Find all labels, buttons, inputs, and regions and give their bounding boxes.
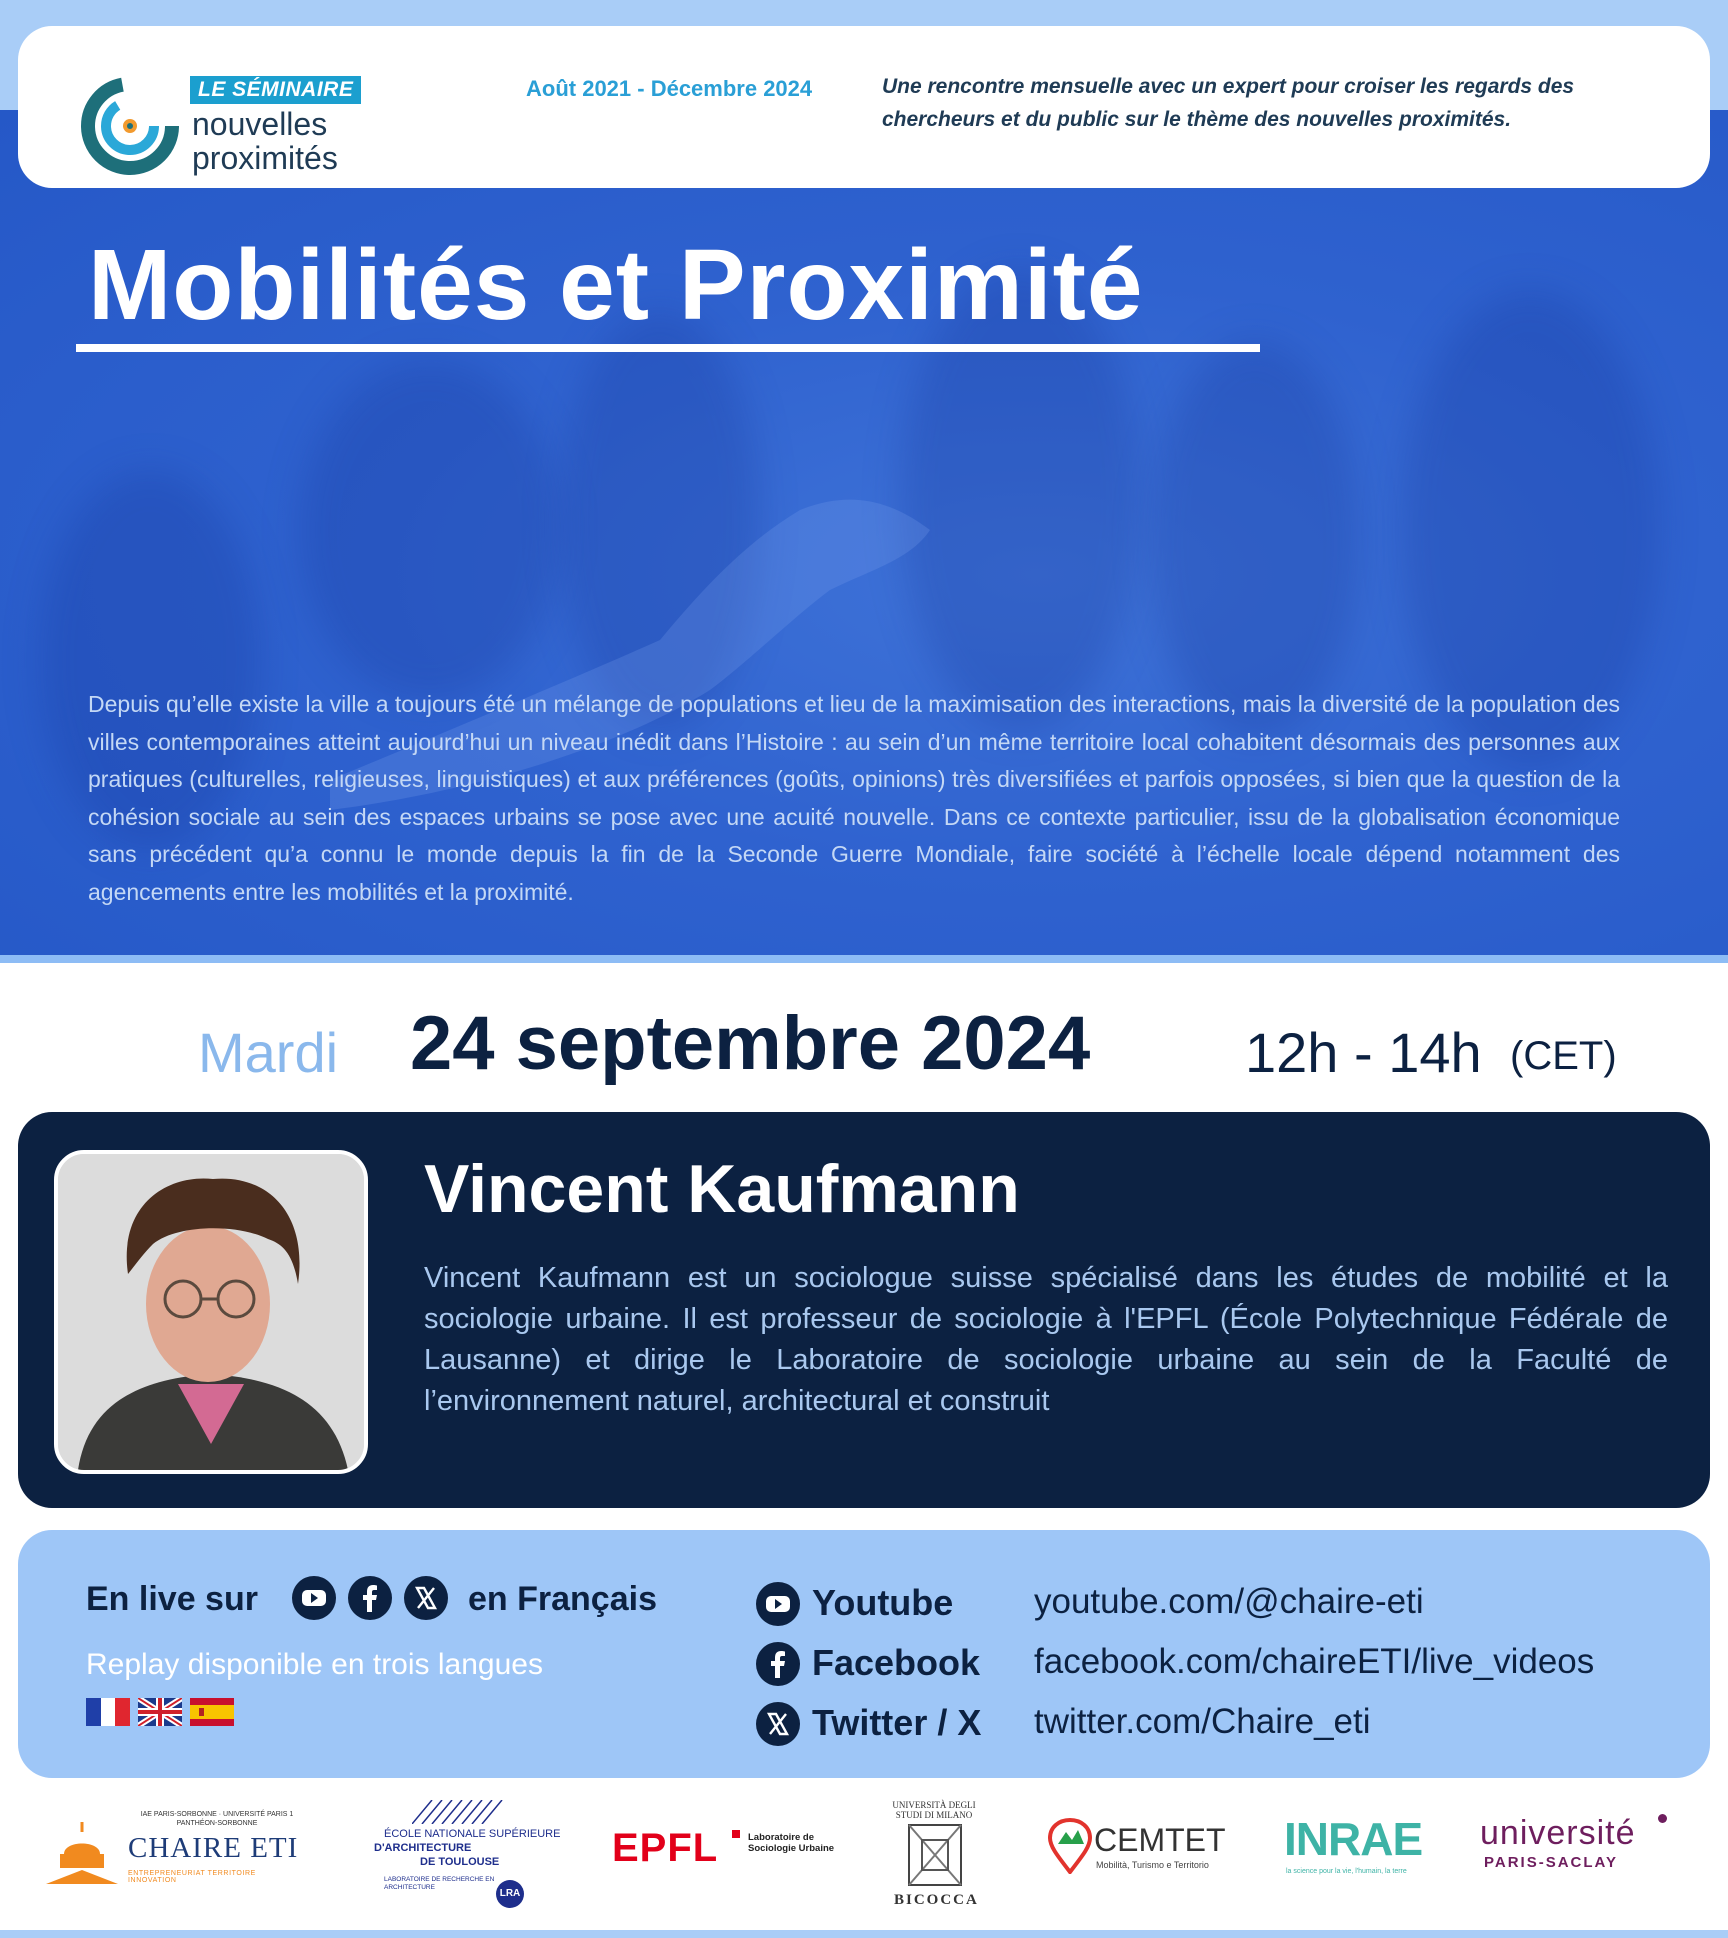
flag-uk-icon bbox=[138, 1698, 182, 1726]
speaker-bio: Vincent Kaufmann est un sociologue suisse spécialisé dans les études de mobilité et la sociologie urbaine. Il est professeur de sociologie à l'EPFL (École Polytechnique Fédérale de Lausanne) et dirige le Laboratoire de sociologie urbaine au sein de la Faculté de l’environnement naturel, architectural et construit bbox=[424, 1262, 1668, 1417]
intro-paragraph: Depuis qu’elle existe la ville a toujours été un mélange de populations et lieu de la maximisation des interactions, mais la diversité de la population des villes contemporaines atteint aujourd’hui un niveau inédit dans l’Histoire : au sein d’un même territoire local cohabitent désormais des personnes aux pratiques (culturelles, religieuses, linguistiques) et aux préférences (goûts, opinions) très diversifiées et parfois opposées, si bien que la question de la cohésion sociale au sein des espaces urbains se pose avec une acuité nouvelle. Dans ce contexte particulier, issu de la globalisation économique sans précédent qu’a connu le monde depuis la fin de la Seconde Guerre Mondiale, faire société à l’échelle locale dépend notamment des agencements entre les mobilités et la proximité. bbox=[88, 691, 1620, 905]
speaker-name: Vincent Kaufmann bbox=[424, 1151, 1020, 1227]
channel-facebook-url[interactable]: facebook.com/chaireETI/live_videos bbox=[1034, 1642, 1595, 1681]
channel-youtube-url[interactable]: youtube.com/@chaire-eti bbox=[1034, 1582, 1424, 1621]
flag-spain-icon bbox=[190, 1698, 234, 1726]
logo-text-line1: nouvelles bbox=[192, 106, 328, 142]
title-underline bbox=[76, 344, 1260, 352]
epfl-separator bbox=[732, 1830, 740, 1838]
pantheon-icon bbox=[44, 1818, 120, 1888]
saclay-dot bbox=[1658, 1814, 1667, 1823]
channel-x-url[interactable]: twitter.com/Chaire_eti bbox=[1034, 1702, 1371, 1741]
logo-ensa-toulouse[interactable] bbox=[372, 1800, 562, 1910]
ensa-line1: ÉCOLE NATIONALE SUPÉRIEURE bbox=[384, 1828, 561, 1840]
partner-logos bbox=[0, 1790, 1728, 1930]
logo-epfl[interactable] bbox=[612, 1826, 835, 1876]
channel-youtube-name: Youtube bbox=[812, 1582, 954, 1623]
chaire-subtitle: ENTREPRENEURIAT TERRITOIRE INNOVATION bbox=[128, 1870, 256, 1884]
chaire-name: CHAIRE ETI bbox=[128, 1832, 299, 1864]
channel-facebook-icon[interactable] bbox=[756, 1642, 800, 1686]
event-day: Mardi bbox=[198, 1021, 339, 1084]
inrae-wordmark: INRAE bbox=[1284, 1813, 1423, 1865]
cemtet-pin-icon bbox=[1048, 1818, 1092, 1874]
page-title: Mobilités et Proximité bbox=[88, 229, 1144, 341]
channel-x-icon[interactable] bbox=[756, 1702, 800, 1746]
cemtet-name: CEMTET bbox=[1094, 1822, 1226, 1858]
bicocca-emblem-icon bbox=[908, 1824, 962, 1886]
saclay-line2: PARIS-SACLAY bbox=[1484, 1854, 1619, 1871]
logo-paris-saclay[interactable] bbox=[1480, 1814, 1680, 1884]
logo-badge: LE SÉMINAIRE bbox=[190, 76, 361, 104]
speaker-card bbox=[18, 1112, 1710, 1508]
logo-text-line2: proximités bbox=[192, 140, 338, 176]
inrae-tagline: la science pour la vie, l'humain, la terre bbox=[1286, 1868, 1407, 1875]
series-dates: Août 2021 - Décembre 2024 bbox=[526, 76, 813, 101]
event-timezone: (CET) bbox=[1510, 1034, 1617, 1078]
event-time: 12h - 14h bbox=[1245, 1021, 1482, 1084]
x-icon[interactable] bbox=[404, 1576, 448, 1620]
ensa-sub: LABORATOIRE DE RECHERCHE EN ARCHITECTURE bbox=[384, 1876, 495, 1891]
channel-x-name: Twitter / X bbox=[812, 1702, 982, 1743]
logo-inrae[interactable] bbox=[1284, 1812, 1434, 1882]
series-tagline: Une rencontre mensuelle avec un expert pour croiser les regards des chercheurs et du public sur le thème des nouvelles proximités. bbox=[882, 75, 1575, 131]
bottom-band bbox=[0, 1930, 1728, 1938]
chaire-small-text: IAE PARIS-SORBONNE · UNIVERSITÉ PARIS 1 PANTHÉON-SORBONNE bbox=[140, 1811, 294, 1827]
replay-note: Replay disponible en trois langues bbox=[86, 1648, 543, 1681]
ensa-line3: DE TOULOUSE bbox=[420, 1856, 500, 1868]
channel-youtube-icon[interactable] bbox=[756, 1582, 800, 1626]
ensa-badge: LRA bbox=[496, 1880, 524, 1908]
logo-cemtet[interactable] bbox=[1048, 1818, 1238, 1888]
flag-france-icon bbox=[86, 1698, 130, 1726]
bicocca-name: BICOCCA bbox=[894, 1892, 979, 1908]
bicocca-top: UNIVERSITÀ DEGLI STUDI DI MILANO bbox=[892, 1800, 976, 1820]
ensa-line2: D'ARCHITECTURE bbox=[374, 1842, 472, 1854]
seminar-logo-icon bbox=[80, 76, 180, 176]
logo-bicocca[interactable] bbox=[890, 1800, 980, 1930]
facebook-icon[interactable] bbox=[348, 1576, 392, 1620]
epfl-lab: Laboratoire de Sociologie Urbaine bbox=[748, 1832, 835, 1854]
cemtet-sub: Mobilità, Turismo e Territorio bbox=[1096, 1860, 1209, 1870]
live-label: En live sur bbox=[86, 1580, 258, 1618]
ensa-stripes-icon bbox=[412, 1800, 512, 1824]
event-date: 24 septembre 2024 bbox=[410, 1001, 1091, 1086]
epfl-wordmark: EPFL bbox=[612, 1826, 719, 1870]
header-card bbox=[18, 26, 1710, 188]
seminar-logo[interactable] bbox=[80, 48, 400, 178]
saclay-line1: université bbox=[1480, 1814, 1636, 1852]
live-card bbox=[18, 1530, 1710, 1778]
logo-chaire-eti[interactable] bbox=[44, 1810, 304, 1890]
channel-facebook-name: Facebook bbox=[812, 1642, 981, 1683]
live-language: en Français bbox=[468, 1580, 657, 1618]
hero-divider bbox=[0, 955, 1728, 963]
speaker-photo bbox=[54, 1150, 368, 1474]
youtube-icon[interactable] bbox=[292, 1576, 336, 1620]
